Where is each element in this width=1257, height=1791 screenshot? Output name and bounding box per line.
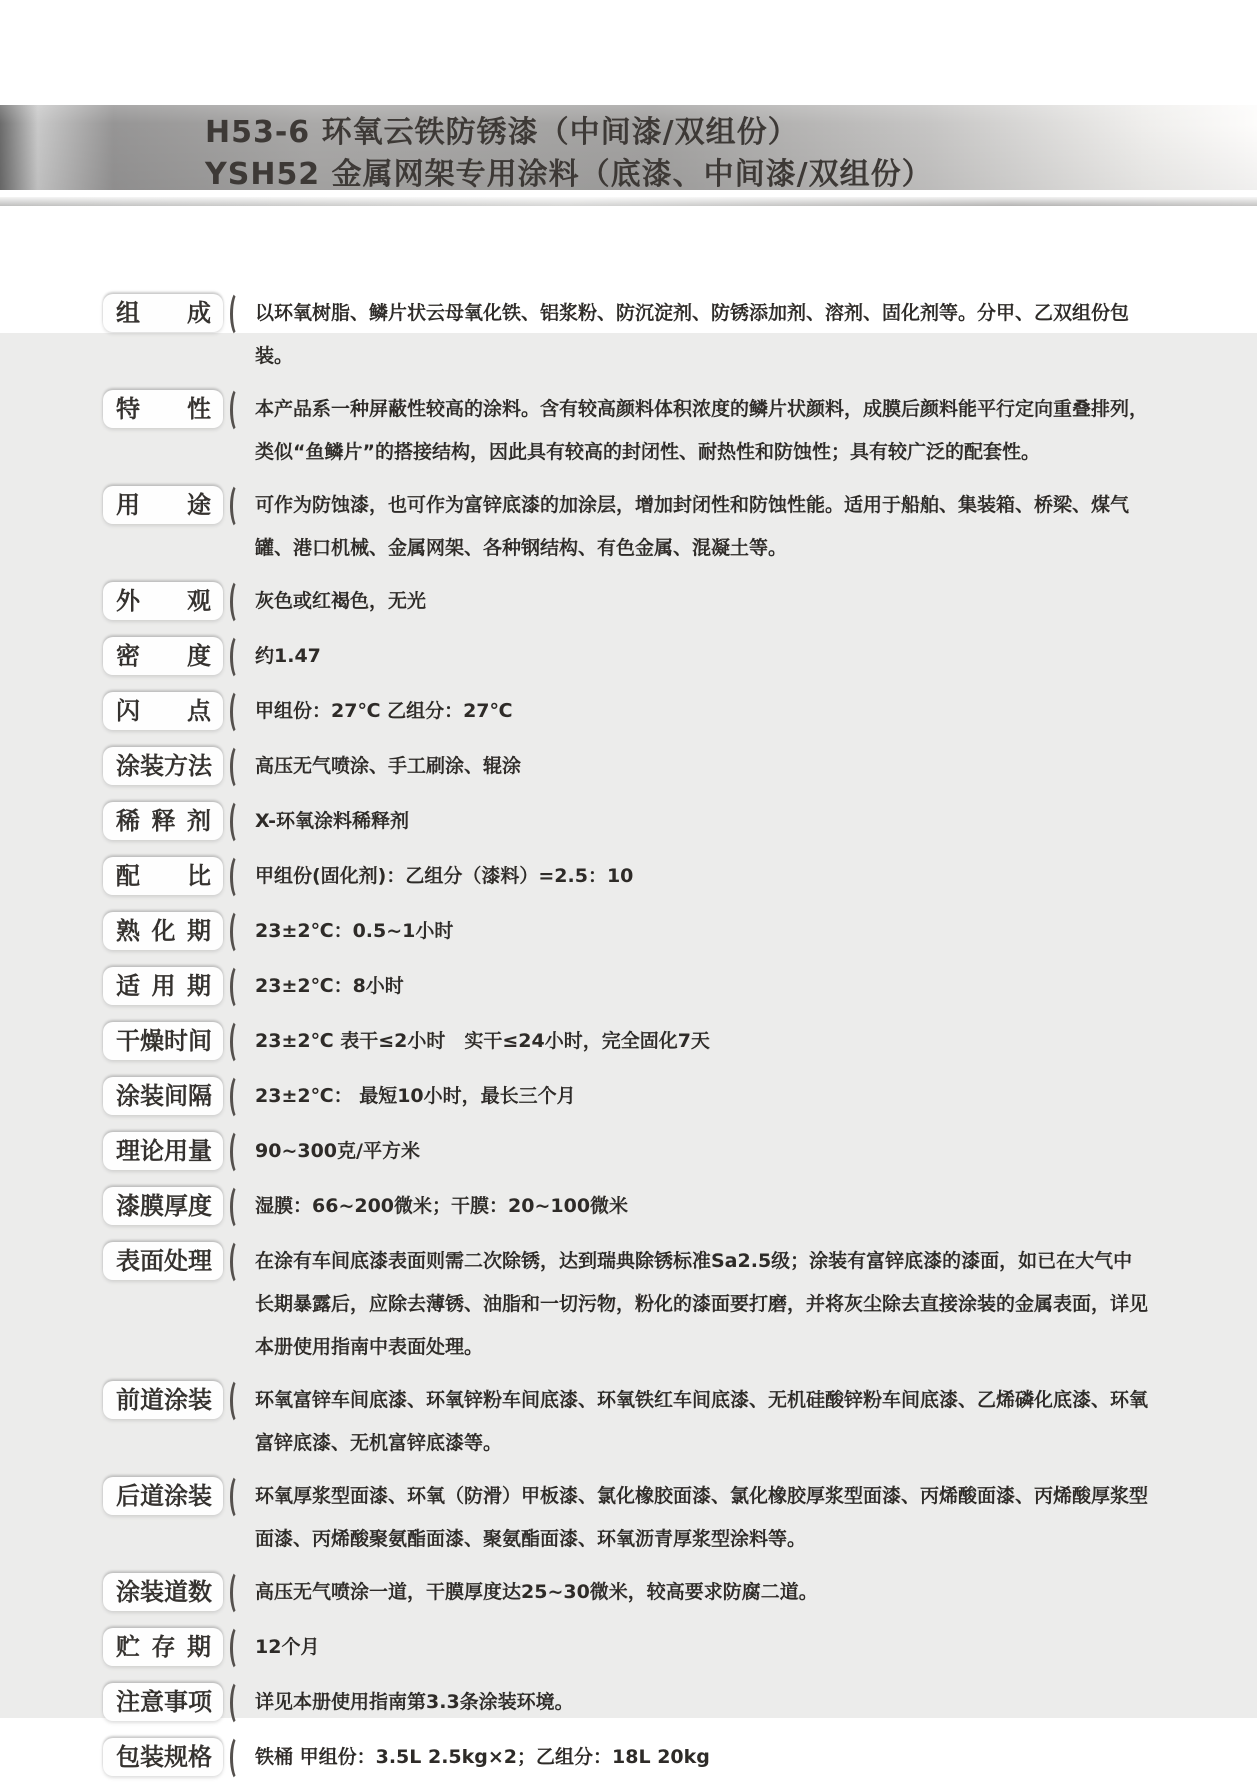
spec-row-thinner (103, 800, 1163, 845)
spec-row-subsequent-coat (103, 1475, 1163, 1561)
spec-value: 23±2℃ 表干≤2小时 实干≤24小时，完全固化7天 (255, 1030, 710, 1052)
spec-value: X-环氧涂料稀释剂 (255, 810, 409, 832)
left-bracket-icon (230, 483, 246, 529)
spec-value: 环氧富锌车间底漆、环氧锌粉车间底漆、环氧铁红车间底漆、无机硅酸锌粉车间底漆、乙烯磷化底漆、环氧富锌底漆、无机富锌底漆等。 (255, 1389, 1149, 1454)
spec-label: 组 成 (103, 294, 223, 332)
spec-value: 本产品系一种屏蔽性较高的涂料。含有较高颜料体积浓度的鳞片状颜料，成膜后颜料能平行定向重叠排列，类似“鱼鳞片”的搭接结构，因此具有较高的封闭性、耐热性和防蚀性；具有较广泛的配套性。 (255, 398, 1149, 463)
spec-row-composition (103, 292, 1163, 378)
left-bracket-icon (230, 1625, 246, 1671)
spec-value: 甲组份：27℃ 乙组分：27℃ (255, 700, 513, 722)
left-bracket-icon (230, 1378, 246, 1424)
spec-row-precautions (103, 1681, 1163, 1726)
left-bracket-icon (230, 799, 246, 845)
spec-row-pot-life (103, 965, 1163, 1010)
spec-label: 外 观 (103, 582, 223, 620)
header-underline (0, 197, 1257, 206)
spec-row-number-of-coats (103, 1571, 1163, 1616)
spec-label: 用 途 (103, 486, 223, 524)
left-bracket-icon (230, 689, 246, 735)
spec-row-film-thickness (103, 1185, 1163, 1230)
spec-value: 高压无气喷涂一道，干膜厚度达25~30微米，较高要求防腐二道。 (255, 1581, 818, 1603)
left-bracket-icon (230, 1129, 246, 1175)
spec-value: 在涂有车间底漆表面则需二次除锈，达到瑞典除锈标准Sa2.5级；涂装有富锌底漆的漆面，如已在大气中长期暴露后，应除去薄锈、油脂和一切污物，粉化的漆面要打磨，并将灰尘除去直接涂装的金属表面，详见本册使用指南中表面处理。 (255, 1250, 1149, 1358)
spec-value: 23±2℃：0.5~1小时 (255, 920, 454, 942)
left-bracket-icon (230, 1570, 246, 1616)
left-bracket-icon (230, 387, 246, 433)
spec-row-density (103, 635, 1163, 680)
spec-row-characteristics (103, 388, 1163, 474)
spec-value: 灰色或红褐色，无光 (255, 590, 427, 612)
left-bracket-icon (230, 744, 246, 790)
spec-label: 后道涂装 (103, 1477, 223, 1515)
header-titles (0, 105, 1257, 196)
spec-row-drying-time (103, 1020, 1163, 1065)
spec-value: 详见本册使用指南第3.3条涂装环境。 (255, 1691, 574, 1713)
header-band (0, 105, 1257, 190)
spec-row-shelf-life (103, 1626, 1163, 1671)
spec-label: 涂装间隔 (103, 1077, 223, 1115)
spec-value: 铁桶 甲组份：3.5L 2.5kg×2；乙组分：18L 20kg (255, 1746, 710, 1768)
spec-row-application-method (103, 745, 1163, 790)
spec-row-previous-coat (103, 1379, 1163, 1465)
spec-row-flash-point (103, 690, 1163, 735)
spec-value: 甲组份(固化剂)：乙组分（漆料）=2.5：10 (255, 865, 634, 887)
spec-label: 漆膜厚度 (103, 1187, 223, 1225)
spec-row-packaging (103, 1736, 1163, 1781)
spec-value: 12个月 (255, 1636, 320, 1658)
spec-value: 可作为防蚀漆，也可作为富锌底漆的加涂层，增加封闭性和防蚀性能。适用于船舶、集装箱、桥梁、煤气罐、港口机械、金属网架、各种钢结构、有色金属、混凝土等。 (255, 494, 1130, 559)
spec-row-appearance (103, 580, 1163, 625)
spec-label: 配 比 (103, 857, 223, 895)
left-bracket-icon (230, 1239, 246, 1285)
left-bracket-icon (230, 1074, 246, 1120)
spec-label: 包装规格 (103, 1738, 223, 1776)
spec-label: 密 度 (103, 637, 223, 675)
spec-label: 贮 存 期 (103, 1628, 223, 1666)
spec-label: 干燥时间 (103, 1022, 223, 1060)
spec-label: 理论用量 (103, 1132, 223, 1170)
left-bracket-icon (230, 854, 246, 900)
left-bracket-icon (230, 1474, 246, 1520)
left-bracket-icon (230, 1680, 246, 1726)
spec-label: 闪 点 (103, 692, 223, 730)
spec-value: 湿膜：66~200微米；干膜：20~100微米 (255, 1195, 629, 1217)
left-bracket-icon (230, 579, 246, 625)
spec-row-mix-ratio (103, 855, 1163, 900)
left-bracket-icon (230, 1735, 246, 1781)
spec-value: 环氧厚浆型面漆、环氧（防滑）甲板漆、氯化橡胶面漆、氯化橡胶厚浆型面漆、丙烯酸面漆、丙烯酸厚浆型面漆、丙烯酸聚氨酯面漆、聚氨酯面漆、环氧沥青厚浆型涂料等。 (255, 1485, 1149, 1550)
spec-label: 适 用 期 (103, 967, 223, 1005)
spec-label: 注意事项 (103, 1683, 223, 1721)
spec-label: 涂装道数 (103, 1573, 223, 1611)
spec-value: 高压无气喷涂、手工刷涂、辊涂 (255, 755, 522, 777)
left-bracket-icon (230, 634, 246, 680)
spec-label: 表面处理 (103, 1242, 223, 1280)
spec-value: 约1.47 (255, 645, 321, 667)
spec-label: 前道涂装 (103, 1381, 223, 1419)
left-bracket-icon (230, 1184, 246, 1230)
spec-label: 稀 释 剂 (103, 802, 223, 840)
spec-row-surface-treatment (103, 1240, 1163, 1369)
left-bracket-icon (230, 1019, 246, 1065)
product-title-line2: YSH52 金属网架专用涂料（底漆、中间漆/双组份） (205, 157, 933, 192)
spec-value: 以环氧树脂、鳞片状云母氧化铁、铝浆粉、防沉淀剂、防锈添加剂、溶剂、固化剂等。分甲、乙双组份包装。 (255, 302, 1130, 367)
spec-row-usage (103, 484, 1163, 570)
left-bracket-icon (230, 909, 246, 955)
left-bracket-icon (230, 291, 246, 337)
spec-row-recoat-interval (103, 1075, 1163, 1120)
spec-label: 熟 化 期 (103, 912, 223, 950)
left-bracket-icon (230, 964, 246, 1010)
spec-value: 90~300克/平方米 (255, 1140, 420, 1162)
spec-value: 23±2℃：8小时 (255, 975, 404, 997)
spec-row-theoretical-consumption (103, 1130, 1163, 1175)
product-title-line1: H53-6 环氧云铁防锈漆（中间漆/双组份） (205, 115, 799, 150)
spec-row-induction-time (103, 910, 1163, 955)
spec-label: 特 性 (103, 390, 223, 428)
spec-label: 涂装方法 (103, 747, 223, 785)
spec-table (103, 292, 1163, 1791)
spec-value: 23±2℃： 最短10小时，最长三个月 (255, 1085, 576, 1107)
